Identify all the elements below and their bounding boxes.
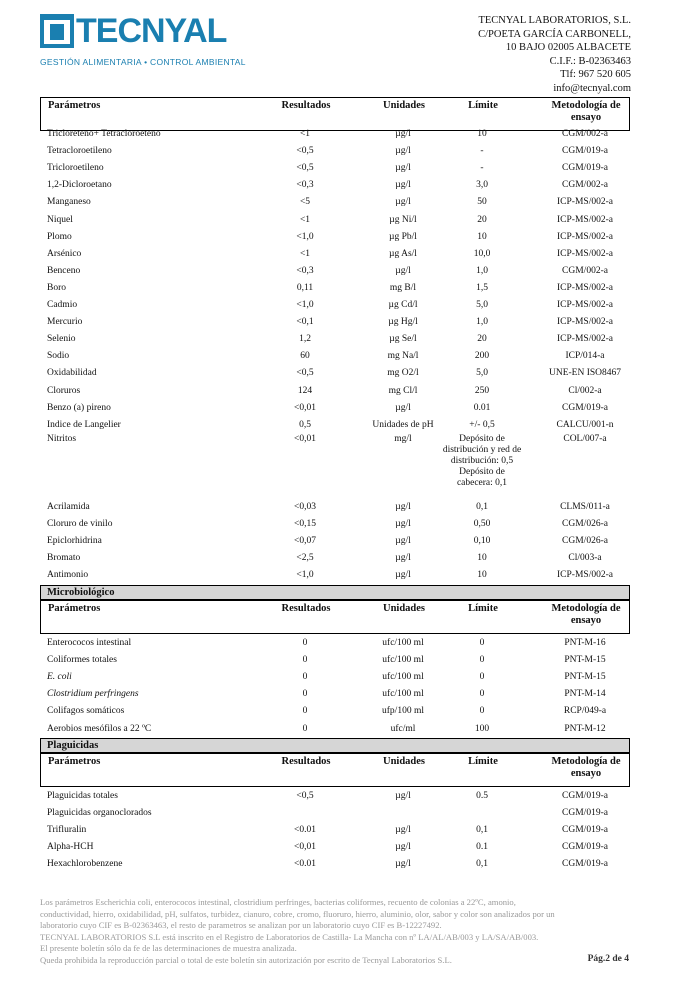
table-cell: 0,1 xyxy=(476,502,488,512)
table-cell: <0,5 xyxy=(296,146,314,157)
company-line: TECNYAL LABORATORIOS, S.L. xyxy=(478,15,631,26)
table-row xyxy=(40,789,630,806)
table-cell: Benceno xyxy=(47,265,81,276)
table-cell: 60 xyxy=(300,351,310,362)
table-cell: UNE-EN ISO8467 xyxy=(548,368,622,379)
column-header-units: Unidades xyxy=(382,603,425,614)
table-cell: <0,03 xyxy=(294,502,316,512)
table-cell: PNT-M-16 xyxy=(564,638,606,648)
table-cell: mg B/l xyxy=(389,282,417,293)
table-row xyxy=(40,247,630,264)
table-cell: Plaguicidas organoclorados xyxy=(47,808,152,819)
footer-line: laboratorio cuyo CIF es B-02363463, el resto de parametros se analizan por un laboratorio cuyo CIF es B-12227492. xyxy=(40,920,442,931)
table-cell: ICP-MS/002-a xyxy=(557,231,613,242)
table-row xyxy=(40,298,630,315)
table-cell: 1,0 xyxy=(476,317,488,328)
table-cell: Manganeso xyxy=(47,197,91,208)
table-row xyxy=(40,636,630,653)
table-cell: 0.01 xyxy=(473,402,491,413)
table-cell: Oxidabilidad xyxy=(47,368,97,379)
table-cell: 0,1 xyxy=(476,825,488,836)
table-cell: 1,2-Dicloroetano xyxy=(47,180,112,191)
table-cell: Cloruro de vinilo xyxy=(47,519,113,530)
table-cell: ICP-MS/002-a xyxy=(557,282,613,293)
table-cell: 0,5 xyxy=(299,419,311,430)
footer-line: TECNYAL LABORATORIOS S.L está inscrito en el Registro de Laboratorios de Castilla- La Mancha con nº LA/AL/AB/003 y LA/SA/AB/003. xyxy=(40,931,539,942)
table-cell: ICP-MS/002-a xyxy=(557,197,613,208)
table-cell: <0,5 xyxy=(296,791,314,801)
table-cell: µg Cd/l xyxy=(388,300,418,310)
table-cell: µg/l xyxy=(395,197,411,208)
table-row xyxy=(40,281,630,298)
column-header-method: Metodología de ensayo xyxy=(551,756,621,779)
table-cell: PNT-M-15 xyxy=(564,655,606,666)
table-cell: E. coli xyxy=(47,672,72,683)
logo-tagline: GESTIÓN ALIMENTARIA • CONTROL AMBIENTAL xyxy=(40,57,246,67)
table-cell: Cl/003-a xyxy=(568,553,602,564)
table-cell: 5,0 xyxy=(476,368,488,379)
table-cell: 10 xyxy=(477,570,487,581)
table-cell: <0,5 xyxy=(296,368,314,379)
company-line: C.I.F.: B-02363463 xyxy=(549,55,631,67)
table-cell: CGM/026-a xyxy=(562,519,608,530)
table-cell: 0,50 xyxy=(473,519,491,530)
table-cell: ICP-MS/002-a xyxy=(557,317,613,328)
table-cell: COL/007-a xyxy=(563,434,607,444)
table-row xyxy=(40,144,630,161)
table-row xyxy=(40,195,630,212)
table-cell: <1,0 xyxy=(296,300,314,310)
table-cell: 0 xyxy=(302,706,308,717)
table-row xyxy=(40,704,630,721)
table-cell: Indice de Langelier xyxy=(47,419,121,430)
table-row xyxy=(40,670,630,687)
column-header-limit: Límite xyxy=(468,603,498,614)
company-line: info@tecnyal.com xyxy=(553,82,631,94)
table-row xyxy=(40,653,630,670)
table-cell: 200 xyxy=(474,351,490,362)
table-cell: ufc/100 ml xyxy=(382,672,424,683)
table-cell: <0,15 xyxy=(294,519,316,530)
table-row xyxy=(40,568,630,585)
table-cell: - xyxy=(480,146,484,157)
logo-wordmark: TECNYAL xyxy=(76,12,227,50)
table-cell: µg/l xyxy=(395,570,411,581)
table-cell: ICP/014-a xyxy=(565,351,605,362)
table-cell: µg Se/l xyxy=(389,334,417,345)
table-cell: 10 xyxy=(477,231,487,242)
table-cell: µg/l xyxy=(395,502,411,512)
table-row xyxy=(40,178,630,195)
table-cell: CGM/002-a xyxy=(562,265,608,276)
table-cell: µg/l xyxy=(395,129,411,139)
table-cell: <0,3 xyxy=(296,265,314,276)
table-cell: <0,1 xyxy=(296,317,314,328)
table-row xyxy=(40,315,630,332)
table-cell: µg/l xyxy=(395,842,411,853)
table-cell: mg/l xyxy=(394,434,412,444)
column-header-result: Resultados xyxy=(281,603,331,614)
table-cell: CGM/026-a xyxy=(562,536,608,547)
table-row xyxy=(40,127,630,144)
table-cell: Boro xyxy=(47,282,66,293)
table-cell: <1 xyxy=(299,129,311,139)
footer-line: El presente boletín sólo da fe de las determinaciones de muestra analizada. xyxy=(40,943,297,954)
table-cell: <5 xyxy=(299,197,311,208)
table-cell: <0,3 xyxy=(296,180,314,191)
table-cell: CALCU/001-n xyxy=(556,419,614,430)
company-line: Tlf: 967 520 605 xyxy=(560,69,631,81)
table-cell: CGM/002-a xyxy=(562,180,608,191)
table-cell: ICP-MS/002-a xyxy=(557,334,613,345)
table-cell: Clostridium perfringens xyxy=(47,689,139,700)
table-cell: PNT-M-15 xyxy=(564,672,606,683)
column-header-units: Unidades xyxy=(382,756,425,767)
table-cell: Cloruros xyxy=(47,385,81,396)
table-cell: 0 xyxy=(302,655,308,666)
section-title: Plaguicidas xyxy=(40,738,630,753)
table-row xyxy=(40,500,630,517)
footer-line: Los parámetros Escherichia coli, enterococos intestinal, clostridium perfringes, bacterias coliformes, recuento de colonias a 22ºC, amonio, xyxy=(40,897,516,907)
footer-line: Queda prohibida la reproducción parcial o total de este boletín sin autorización por escrito de Tecnyal Laboratorios S.L. xyxy=(40,954,452,965)
table-cell: µg Ni/l xyxy=(389,214,417,225)
table-cell: CGM/019-a xyxy=(562,859,608,870)
table-cell: µg/l xyxy=(395,163,411,174)
table-row xyxy=(40,806,630,823)
table-cell: 0 xyxy=(302,723,308,734)
table-cell: µg Pb/l xyxy=(389,231,417,242)
table-cell: 0 xyxy=(479,655,485,666)
table-cell: CGM/019-a xyxy=(562,402,608,413)
table-cell: Arsénico xyxy=(47,248,82,259)
table-cell: Colifagos somáticos xyxy=(47,706,125,717)
column-header-result: Resultados xyxy=(281,756,331,767)
table-cell: Selenio xyxy=(47,334,76,345)
table-cell: Nitritos xyxy=(47,434,77,444)
table-cell: <0,01 xyxy=(294,402,316,413)
table-cell: Coliformes totales xyxy=(47,655,117,666)
table-row xyxy=(40,213,630,230)
table-cell: Enterococos intestinal xyxy=(47,638,132,648)
table-cell: CLMS/011-a xyxy=(560,502,610,512)
table-cell: CGM/019-a xyxy=(562,825,608,836)
table-cell: RCP/049-a xyxy=(563,706,607,717)
column-header-method: Metodología de ensayo xyxy=(551,100,621,123)
column-header-param: Parámetros xyxy=(48,100,101,111)
table-cell: 250 xyxy=(474,385,490,396)
table-cell: 0 xyxy=(479,638,485,648)
column-header-param: Parámetros xyxy=(48,603,101,614)
table-cell: Cadmio xyxy=(47,300,78,310)
table-cell: 1,5 xyxy=(476,282,488,293)
table-cell: ufc/100 ml xyxy=(382,638,424,648)
table-cell: Tricloreteno+ Tetracloroeteno xyxy=(47,129,161,139)
table-row xyxy=(40,722,630,739)
table-cell: 0 xyxy=(302,672,308,683)
table-cell: 10,0 xyxy=(473,248,491,259)
table-row xyxy=(40,840,630,857)
table-cell: mg Cl/l xyxy=(388,385,418,396)
table-row xyxy=(40,534,630,551)
column-header-param: Parámetros xyxy=(48,756,101,767)
table-cell: 124 xyxy=(297,385,313,396)
table-row xyxy=(40,687,630,704)
table-cell: Alpha-HCH xyxy=(47,842,94,853)
table-row xyxy=(40,332,630,349)
table-cell: CGM/019-a xyxy=(562,842,608,853)
table-cell: CGM/019-a xyxy=(562,808,608,819)
table-cell: µg/l xyxy=(395,859,411,870)
table-cell: µg/l xyxy=(395,519,411,530)
table-cell: µg/l xyxy=(395,825,411,836)
table-cell: µg As/l xyxy=(389,248,417,259)
table-cell: 0.1 xyxy=(476,842,488,853)
table-cell: ICP-MS/002-a xyxy=(557,214,613,225)
table-cell: Trifluralin xyxy=(47,825,87,836)
table-cell: mg O2/l xyxy=(387,368,419,379)
table-cell: <1,0 xyxy=(296,231,314,242)
table-row xyxy=(40,823,630,840)
table-cell: Unidades de pH xyxy=(372,419,434,430)
table-cell: 5,0 xyxy=(476,300,488,310)
table-cell: ICP-MS/002-a xyxy=(557,300,613,310)
table-cell: Cl/002-a xyxy=(568,385,602,396)
table-row xyxy=(40,551,630,568)
table-cell: Bromato xyxy=(47,553,81,564)
table-row xyxy=(40,366,630,383)
table-cell: Depósito de distribución y red de distribución: 0,5 Depósito de cabecera: 0,1 xyxy=(442,434,522,488)
table-cell: µg Hg/l xyxy=(388,317,418,328)
table-cell: <1 xyxy=(299,248,311,259)
table-cell: <0,01 xyxy=(294,842,316,853)
table-cell: 0,1 xyxy=(476,859,488,870)
table-cell: ufp/100 ml xyxy=(382,706,424,717)
table-cell: Plaguicidas totales xyxy=(47,791,118,801)
table-row xyxy=(40,230,630,247)
table-cell: <1,0 xyxy=(296,570,314,581)
table-row xyxy=(40,384,630,401)
logo-mark-icon xyxy=(40,14,74,50)
table-cell: Tricloroetileno xyxy=(47,163,104,174)
table-cell: <0,07 xyxy=(294,536,316,547)
company-line: 10 BAJO 02005 ALBACETE xyxy=(505,42,631,54)
table-cell: 20 xyxy=(477,214,487,225)
table-cell: Aerobios mesófilos a 22 ºC xyxy=(47,723,152,734)
table-cell: Niquel xyxy=(47,214,73,225)
table-cell: 10 xyxy=(477,553,487,564)
page-number: Pág.2 de 4 xyxy=(587,954,629,964)
table-cell: ufc/ml xyxy=(390,723,416,734)
table-cell: Plomo xyxy=(47,231,72,242)
table-cell: CGM/019-a xyxy=(562,163,608,174)
table-cell: 3,0 xyxy=(476,180,488,191)
table-cell: <0,01 xyxy=(294,434,316,444)
table-row xyxy=(40,517,630,534)
table-cell: <0.01 xyxy=(294,825,316,836)
table-cell: Tetracloroetileno xyxy=(47,146,112,157)
table-cell: <0,5 xyxy=(296,163,314,174)
column-header-limit: Límite xyxy=(468,100,498,111)
column-header-units: Unidades xyxy=(382,100,425,111)
company-address xyxy=(478,14,631,96)
table-row xyxy=(40,401,630,418)
footer-line: conductividad, hierro, oxidabilidad, pH, sulfatos, turbidez, cianuro, cobre, cromo, fluoruro, hierro, aluminio, olor, sabor y color son analizados por un xyxy=(40,908,555,919)
table-cell: <2,5 xyxy=(296,553,314,564)
table-cell: ICP-MS/002-a xyxy=(557,570,613,581)
table-cell: 0 xyxy=(479,672,485,683)
footer-notes xyxy=(40,897,640,967)
table-cell: PNT-M-14 xyxy=(564,689,606,700)
table-cell: Acrilamida xyxy=(47,502,90,512)
table-header xyxy=(40,97,630,131)
table-cell: 0 xyxy=(479,706,485,717)
table-cell: 0 xyxy=(479,689,485,700)
table-cell: CGM/002-a xyxy=(562,129,608,139)
table-cell: µg/l xyxy=(395,180,411,191)
table-row xyxy=(40,857,630,874)
section-title: Microbiológico xyxy=(40,585,630,600)
table-cell: 0,11 xyxy=(296,282,314,293)
column-header-limit: Límite xyxy=(468,756,498,767)
company-logo xyxy=(40,10,246,74)
column-header-result: Resultados xyxy=(281,100,331,111)
table-cell: 20 xyxy=(477,334,487,345)
table-cell: 0 xyxy=(302,689,308,700)
company-line: C/POETA GARCÍA CARBONELL, xyxy=(478,28,631,40)
table-cell: µg/l xyxy=(395,146,411,157)
table-cell: 50 xyxy=(477,197,487,208)
table-cell: 10 xyxy=(477,129,487,139)
table-cell: Sodio xyxy=(47,351,70,362)
table-row xyxy=(40,264,630,281)
table-cell: 1,0 xyxy=(476,265,488,276)
table-cell: µg/l xyxy=(395,402,411,413)
table-cell: CGM/019-a xyxy=(562,146,608,157)
table-row xyxy=(40,161,630,178)
table-cell: µg/l xyxy=(395,536,411,547)
table-cell: µg/l xyxy=(395,265,411,276)
table-cell: Antimonio xyxy=(47,570,89,581)
column-header-method: Metodología de ensayo xyxy=(551,603,621,626)
table-cell: Mercurio xyxy=(47,317,83,328)
table-cell: 1,2 xyxy=(299,334,311,345)
table-cell: Benzo (a) pireno xyxy=(47,402,111,413)
table-cell: 100 xyxy=(474,723,490,734)
table-cell: <1 xyxy=(299,214,311,225)
table-cell: mg Na/l xyxy=(387,351,419,362)
table-cell: Hexachlorobenzene xyxy=(47,859,123,870)
table-cell: ufc/100 ml xyxy=(382,655,424,666)
table-cell: 0.5 xyxy=(476,791,488,801)
table-cell: µg/l xyxy=(395,791,411,801)
table-cell: CGM/019-a xyxy=(562,791,608,801)
table-cell: Epiclorhidrina xyxy=(47,536,102,547)
table-cell: PNT-M-12 xyxy=(564,723,606,734)
table-cell: - xyxy=(480,163,484,174)
table-cell: µg/l xyxy=(395,553,411,564)
table-cell: +/- 0,5 xyxy=(469,419,495,430)
table-cell: <0.01 xyxy=(294,859,316,870)
table-cell: ICP-MS/002-a xyxy=(557,248,613,259)
table-header xyxy=(40,600,630,634)
table-cell: 0 xyxy=(302,638,308,648)
table-row xyxy=(40,349,630,366)
table-header xyxy=(40,753,630,787)
table-cell: 0,10 xyxy=(473,536,491,547)
table-row xyxy=(40,432,630,502)
table-cell: ufc/100 ml xyxy=(382,689,424,700)
